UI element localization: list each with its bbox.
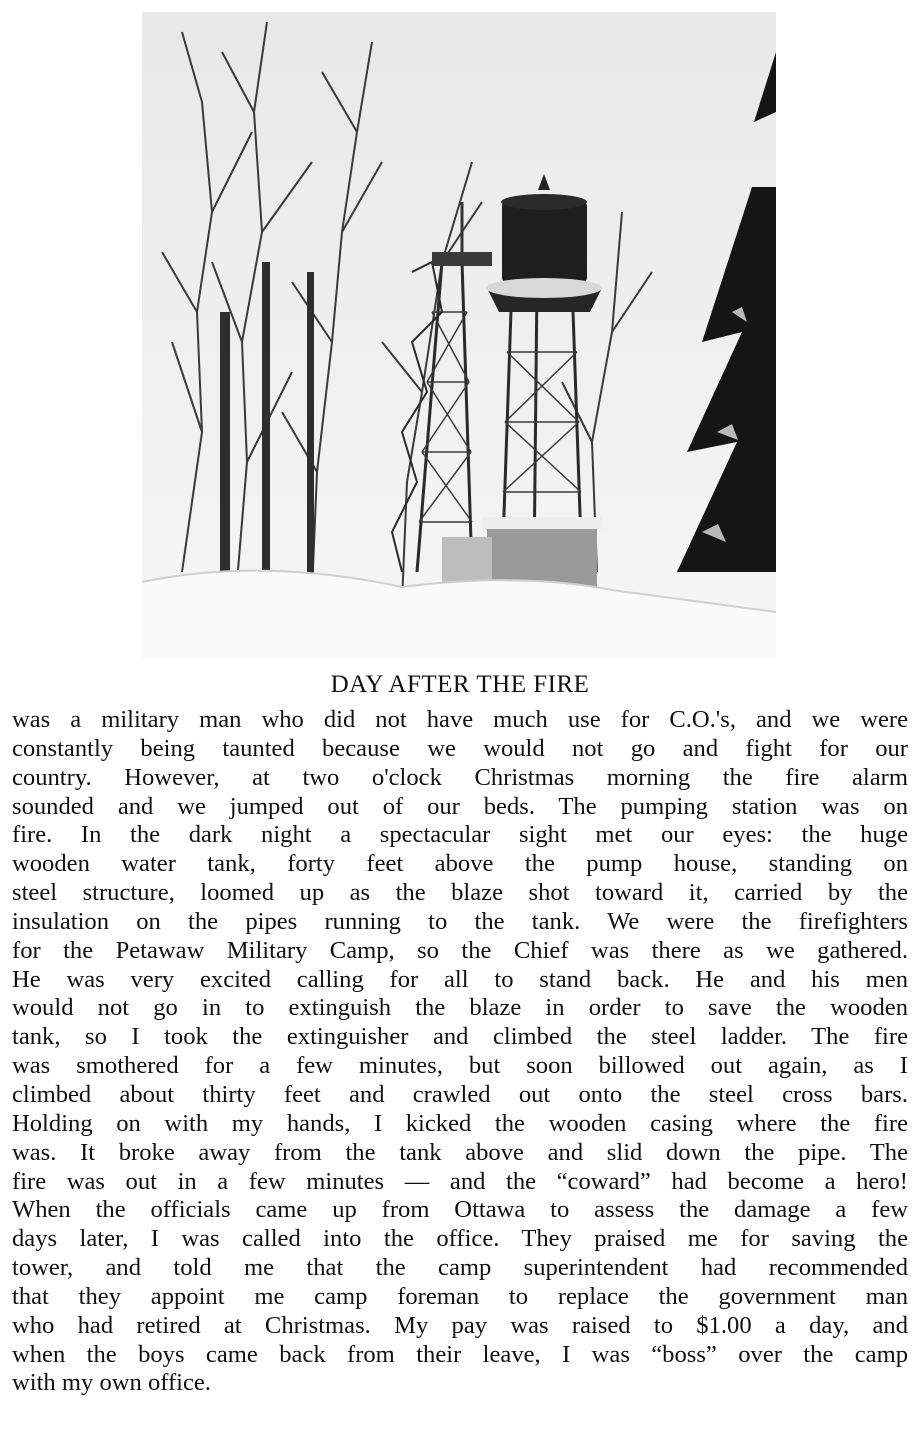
text-line: with my own office. [12,1369,211,1397]
winter-water-tower-photo-icon [142,12,776,658]
text-line: tower, and told me that the camp superintendent had recommended [12,1254,908,1282]
text-line: when the boys came back from their leave, I was “boss” over the camp [12,1340,908,1368]
text-line: climbed about thirty feet and crawled out onto the steel cross bars. [12,1080,908,1108]
body-paragraph [12,706,908,1398]
text-line: was a military man who did not have much use for C.O.'s, and we were [12,706,908,733]
text-line: fire. In the dark night a spectacular sight met our eyes: the huge [12,821,908,849]
text-line: steel structure, loomed up as the blaze shot toward it, carried by the [12,879,908,907]
text-line: wooden water tank, forty feet above the pump house, standing on [12,850,908,878]
text-line: constantly being taunted because we would not go and fight for our [12,734,908,762]
water-tower-photo [142,12,776,658]
text-line: was. It broke away from the tank above and slid down the pipe. The [12,1138,908,1166]
text-line: country. However, at two o'clock Christmas morning the fire alarm [12,763,908,791]
text-line: was smothered for a few minutes, but soon billowed out again, as I [12,1052,908,1080]
text-line: tank, so I took the extinguisher and climbed the steel ladder. The fire [12,1023,908,1051]
text-line: who had retired at Christmas. My pay was raised to $1.00 a day, and [12,1311,908,1339]
text-line: for the Petawaw Military Camp, so the Chief was there as we gathered. [12,936,908,964]
text-line: sounded and we jumped out of our beds. The pumping station was on [12,792,908,820]
text-line: days later, I was called into the office. They praised me for saving the [12,1225,908,1253]
text-line: When the officials came up from Ottawa to assess the damage a few [12,1196,908,1224]
text-line: fire was out in a few minutes — and the “coward” had become a hero! [12,1167,908,1195]
text-line: would not go in to extinguish the blaze in order to save the wooden [12,994,908,1022]
text-line: insulation on the pipes running to the tank. We were the firefighters [12,907,908,935]
text-line: Holding on with my hands, I kicked the wooden casing where the fire [12,1109,908,1137]
text-line: that they appoint me camp foreman to replace the government man [12,1282,908,1310]
photo-caption: DAY AFTER THE FIRE [330,671,590,698]
text-line: He was very excited calling for all to stand back. He and his men [12,965,908,993]
